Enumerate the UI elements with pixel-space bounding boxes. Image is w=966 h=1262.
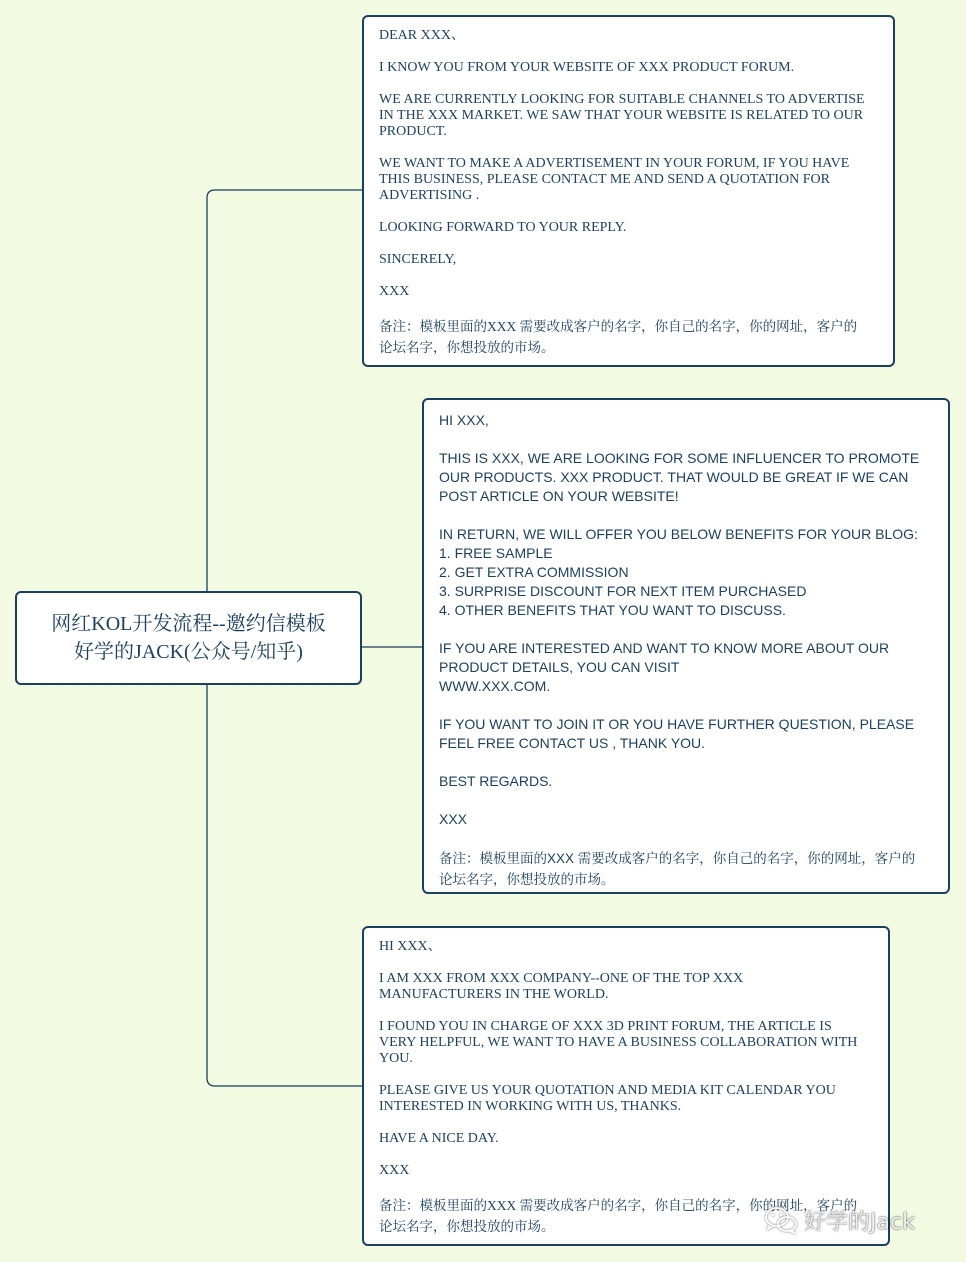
note-line: 论坛名字，你想投放的市场。 [439,872,615,887]
text-line: FEEL FREE CONTACT US , THANK YOU. [439,735,706,751]
card1-paragraph-advertisement [379,156,879,204]
text-line: POST ARTICLE ON YOUR WEBSITE! [439,488,679,504]
card3-intro [379,971,874,1003]
card2-benefits [439,525,938,620]
text-line: THIS IS XXX, WE ARE LOOKING FOR SOME INFLUENCER TO PROMOTE [439,450,920,466]
template-card-3[interactable] [362,926,890,1246]
text-line: PRODUCT. [379,124,447,139]
card2-invite [439,715,938,753]
card1-note [379,316,879,358]
wechat-icon [764,1206,798,1234]
text-line: IN THE XXX MARKET. WE SAW THAT YOUR WEBSITE IS RELATED TO OUR [379,108,864,123]
text-line: WE WANT TO MAKE A ADVERTISEMENT IN YOUR FORUM, IF YOU HAVE [379,156,850,171]
card3-closing: HAVE A NICE DAY. [379,1131,499,1146]
card2-greeting: HI XXX, [439,412,489,428]
text-line: OUR PRODUCTS. XXX PRODUCT. THAT WOULD BE GREAT IF WE CAN [439,469,909,485]
text-line: THIS BUSINESS, PLEASE CONTACT ME AND SEND A QUOTATION FOR [379,172,830,187]
text-line: WE ARE CURRENTLY LOOKING FOR SUITABLE CHANNELS TO ADVERTISE [379,92,865,107]
card2-intro [439,449,938,506]
text-line: ADVERTISING . [379,188,480,203]
card2-signoff: BEST REGARDS. [439,773,553,789]
watermark [764,1200,915,1240]
text-line: IF YOU WANT TO JOIN IT OR YOU HAVE FURTHER QUESTION, PLEASE [439,716,915,732]
benefit-item: 2. GET EXTRA COMMISSION [439,564,629,580]
text-line: INTERESTED IN WORKING WITH US, THANKS. [379,1099,682,1114]
text-line: PLEASE GIVE US YOUR QUOTATION AND MEDIA KIT CALENDAR YOU [379,1083,836,1098]
website-link: WWW.XXX.COM. [439,678,551,694]
benefit-item: 3. SURPRISE DISCOUNT FOR NEXT ITEM PURCHASED [439,583,807,599]
root-subtitle: 好学的JACK(公众号/知乎) [74,641,303,663]
card1-intro: I KNOW YOU FROM YOUR WEBSITE OF XXX PRODUCT FORUM. [379,60,795,75]
note-line: 论坛名字，你想投放的市场。 [379,340,555,355]
text-line: I FOUND YOU IN CHARGE OF XXX 3D PRINT FORUM, THE ARTICLE IS [379,1019,832,1034]
card1-paragraph-channels [379,92,879,140]
root-topic-node[interactable] [15,591,362,685]
card1-signature: XXX [379,284,410,299]
text-line: PRODUCT DETAILS, YOU CAN VISIT [439,659,680,675]
watermark-text: 好学的Jack [804,1209,915,1235]
card1-signoff: SINCERELY, [379,252,457,267]
card2-signature: XXX [439,811,468,827]
note-line: 备注：模板里面的XXX 需要改成客户的名字，你自己的名字，你的网址，客户的 [379,1198,858,1213]
benefit-item: 1. FREE SAMPLE [439,545,553,561]
text-line: YOU. [379,1051,413,1066]
card2-note [439,848,938,890]
card1-closing: LOOKING FORWARD TO YOUR REPLY. [379,220,627,235]
card3-greeting: HI XXX、 [379,939,442,954]
benefit-item: 4. OTHER BENEFITS THAT YOU WANT TO DISCUSS. [439,602,786,618]
template-card-1[interactable] [362,15,895,367]
card3-collaboration [379,1019,874,1067]
note-line: 备注：模板里面的XXX 需要改成客户的名字，你自己的名字，你的网址，客户的 [439,851,916,866]
card1-greeting: DEAR XXX、 [379,28,465,43]
note-line: 备注：模板里面的XXX 需要改成客户的名字，你自己的名字，你的网址，客户的 [379,319,858,334]
text-line: I AM XXX FROM XXX COMPANY--ONE OF THE TOP XXX [379,971,744,986]
card3-request [379,1083,874,1115]
card3-signature: XXX [379,1163,410,1178]
card2-details [439,639,938,696]
template-card-2[interactable] [422,398,950,894]
text-line: IN RETURN, WE WILL OFFER YOU BELOW BENEFITS FOR YOUR BLOG: [439,526,918,542]
note-line: 论坛名字，你想投放的市场。 [379,1219,555,1234]
text-line: MANUFACTURERS IN THE WORLD. [379,987,609,1002]
text-line: VERY HELPFUL, WE WANT TO HAVE A BUSINESS COLLABORATION WITH [379,1035,858,1050]
text-line: IF YOU ARE INTERESTED AND WANT TO KNOW MORE ABOUT OUR [439,640,890,656]
root-title: 网红KOL开发流程--邀约信模板 [51,613,326,635]
